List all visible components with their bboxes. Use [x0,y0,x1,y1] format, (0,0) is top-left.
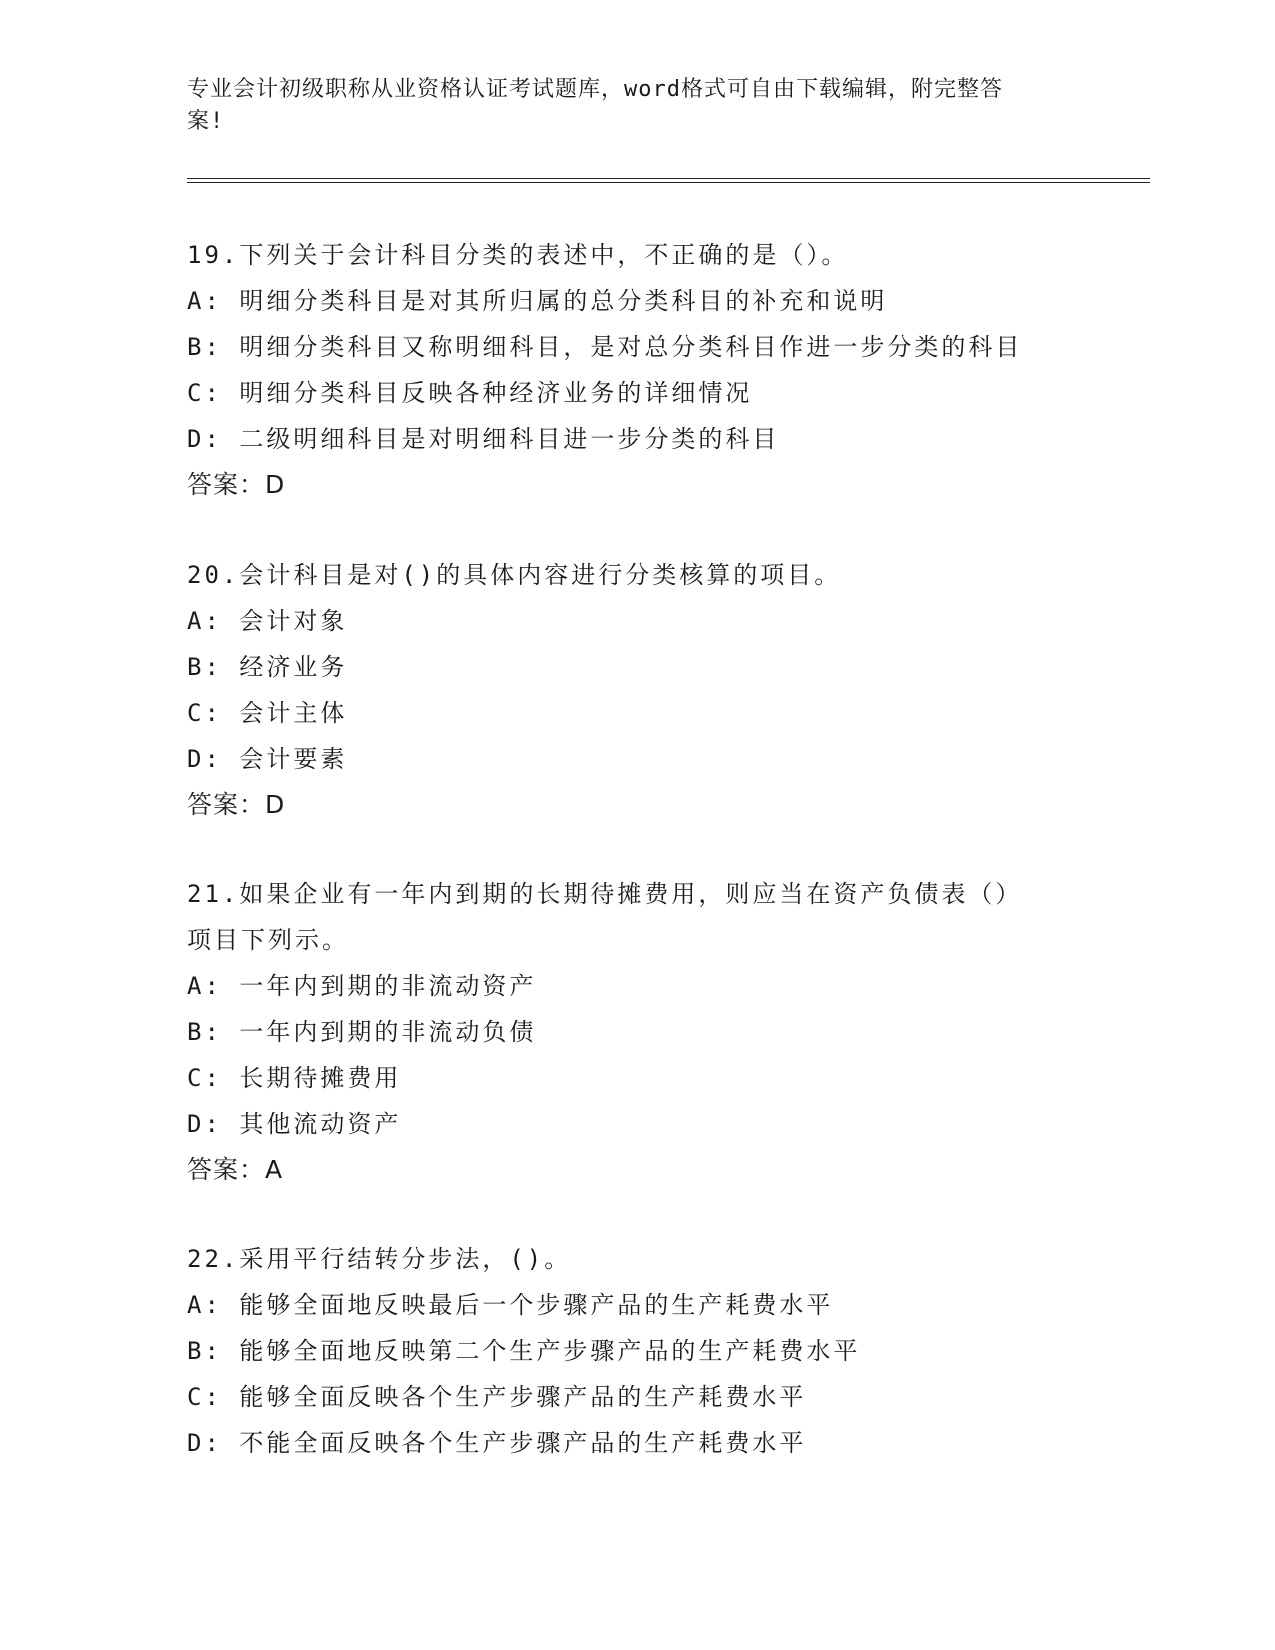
option-d: D: 会计要素 [187,745,348,773]
option-d: D: 其他流动资产 [187,1110,402,1138]
question-stem: 20.会计科目是对()的具体内容进行分类核算的项目。 [187,561,842,589]
answer: 答案：D [187,470,286,499]
question-stem-line-2: 项目下列示。 [187,926,349,954]
option-c: C: 会计主体 [187,699,348,727]
option-b: B: 明细分类科目又称明细科目，是对总分类科目作进一步分类的科目 [187,333,1023,361]
document-intro [187,74,1067,138]
answer: 答案：A [187,1155,284,1184]
option-d: D: 不能全面反映各个生产步骤产品的生产耗费水平 [187,1429,807,1457]
option-b: B: 能够全面地反映第二个生产步骤产品的生产耗费水平 [187,1337,861,1365]
header-divider-bottom [187,182,1150,183]
option-c: C: 长期待摊费用 [187,1064,402,1092]
header-divider-top [187,178,1150,179]
question-19 [187,232,1087,508]
question-20 [187,552,1087,828]
option-b: B: 一年内到期的非流动负债 [187,1018,537,1046]
option-d: D: 二级明细科目是对明细科目进一步分类的科目 [187,425,780,453]
answer: 答案：D [187,790,286,819]
option-b: B: 经济业务 [187,653,348,681]
question-stem: 19.下列关于会计科目分类的表述中，不正确的是（）。 [187,241,849,269]
intro-line-2: 案! [187,109,225,134]
option-a: A: 明细分类科目是对其所归属的总分类科目的补充和说明 [187,287,888,315]
option-a: A: 一年内到期的非流动资产 [187,972,537,1000]
question-21 [187,871,1087,1193]
option-c: C: 能够全面反映各个生产步骤产品的生产耗费水平 [187,1383,807,1411]
question-stem-line-1: 21.如果企业有一年内到期的长期待摊费用，则应当在资产负债表（） [187,880,1023,908]
option-a: A: 会计对象 [187,607,348,635]
option-c: C: 明细分类科目反映各种经济业务的详细情况 [187,379,753,407]
option-a: A: 能够全面地反映最后一个步骤产品的生产耗费水平 [187,1291,834,1319]
intro-line-1: 专业会计初级职称从业资格认证考试题库，word格式可自由下载编辑，附完整答 [187,77,1003,102]
question-22 [187,1236,1087,1466]
question-stem: 22.采用平行结转分步法，()。 [187,1245,572,1273]
